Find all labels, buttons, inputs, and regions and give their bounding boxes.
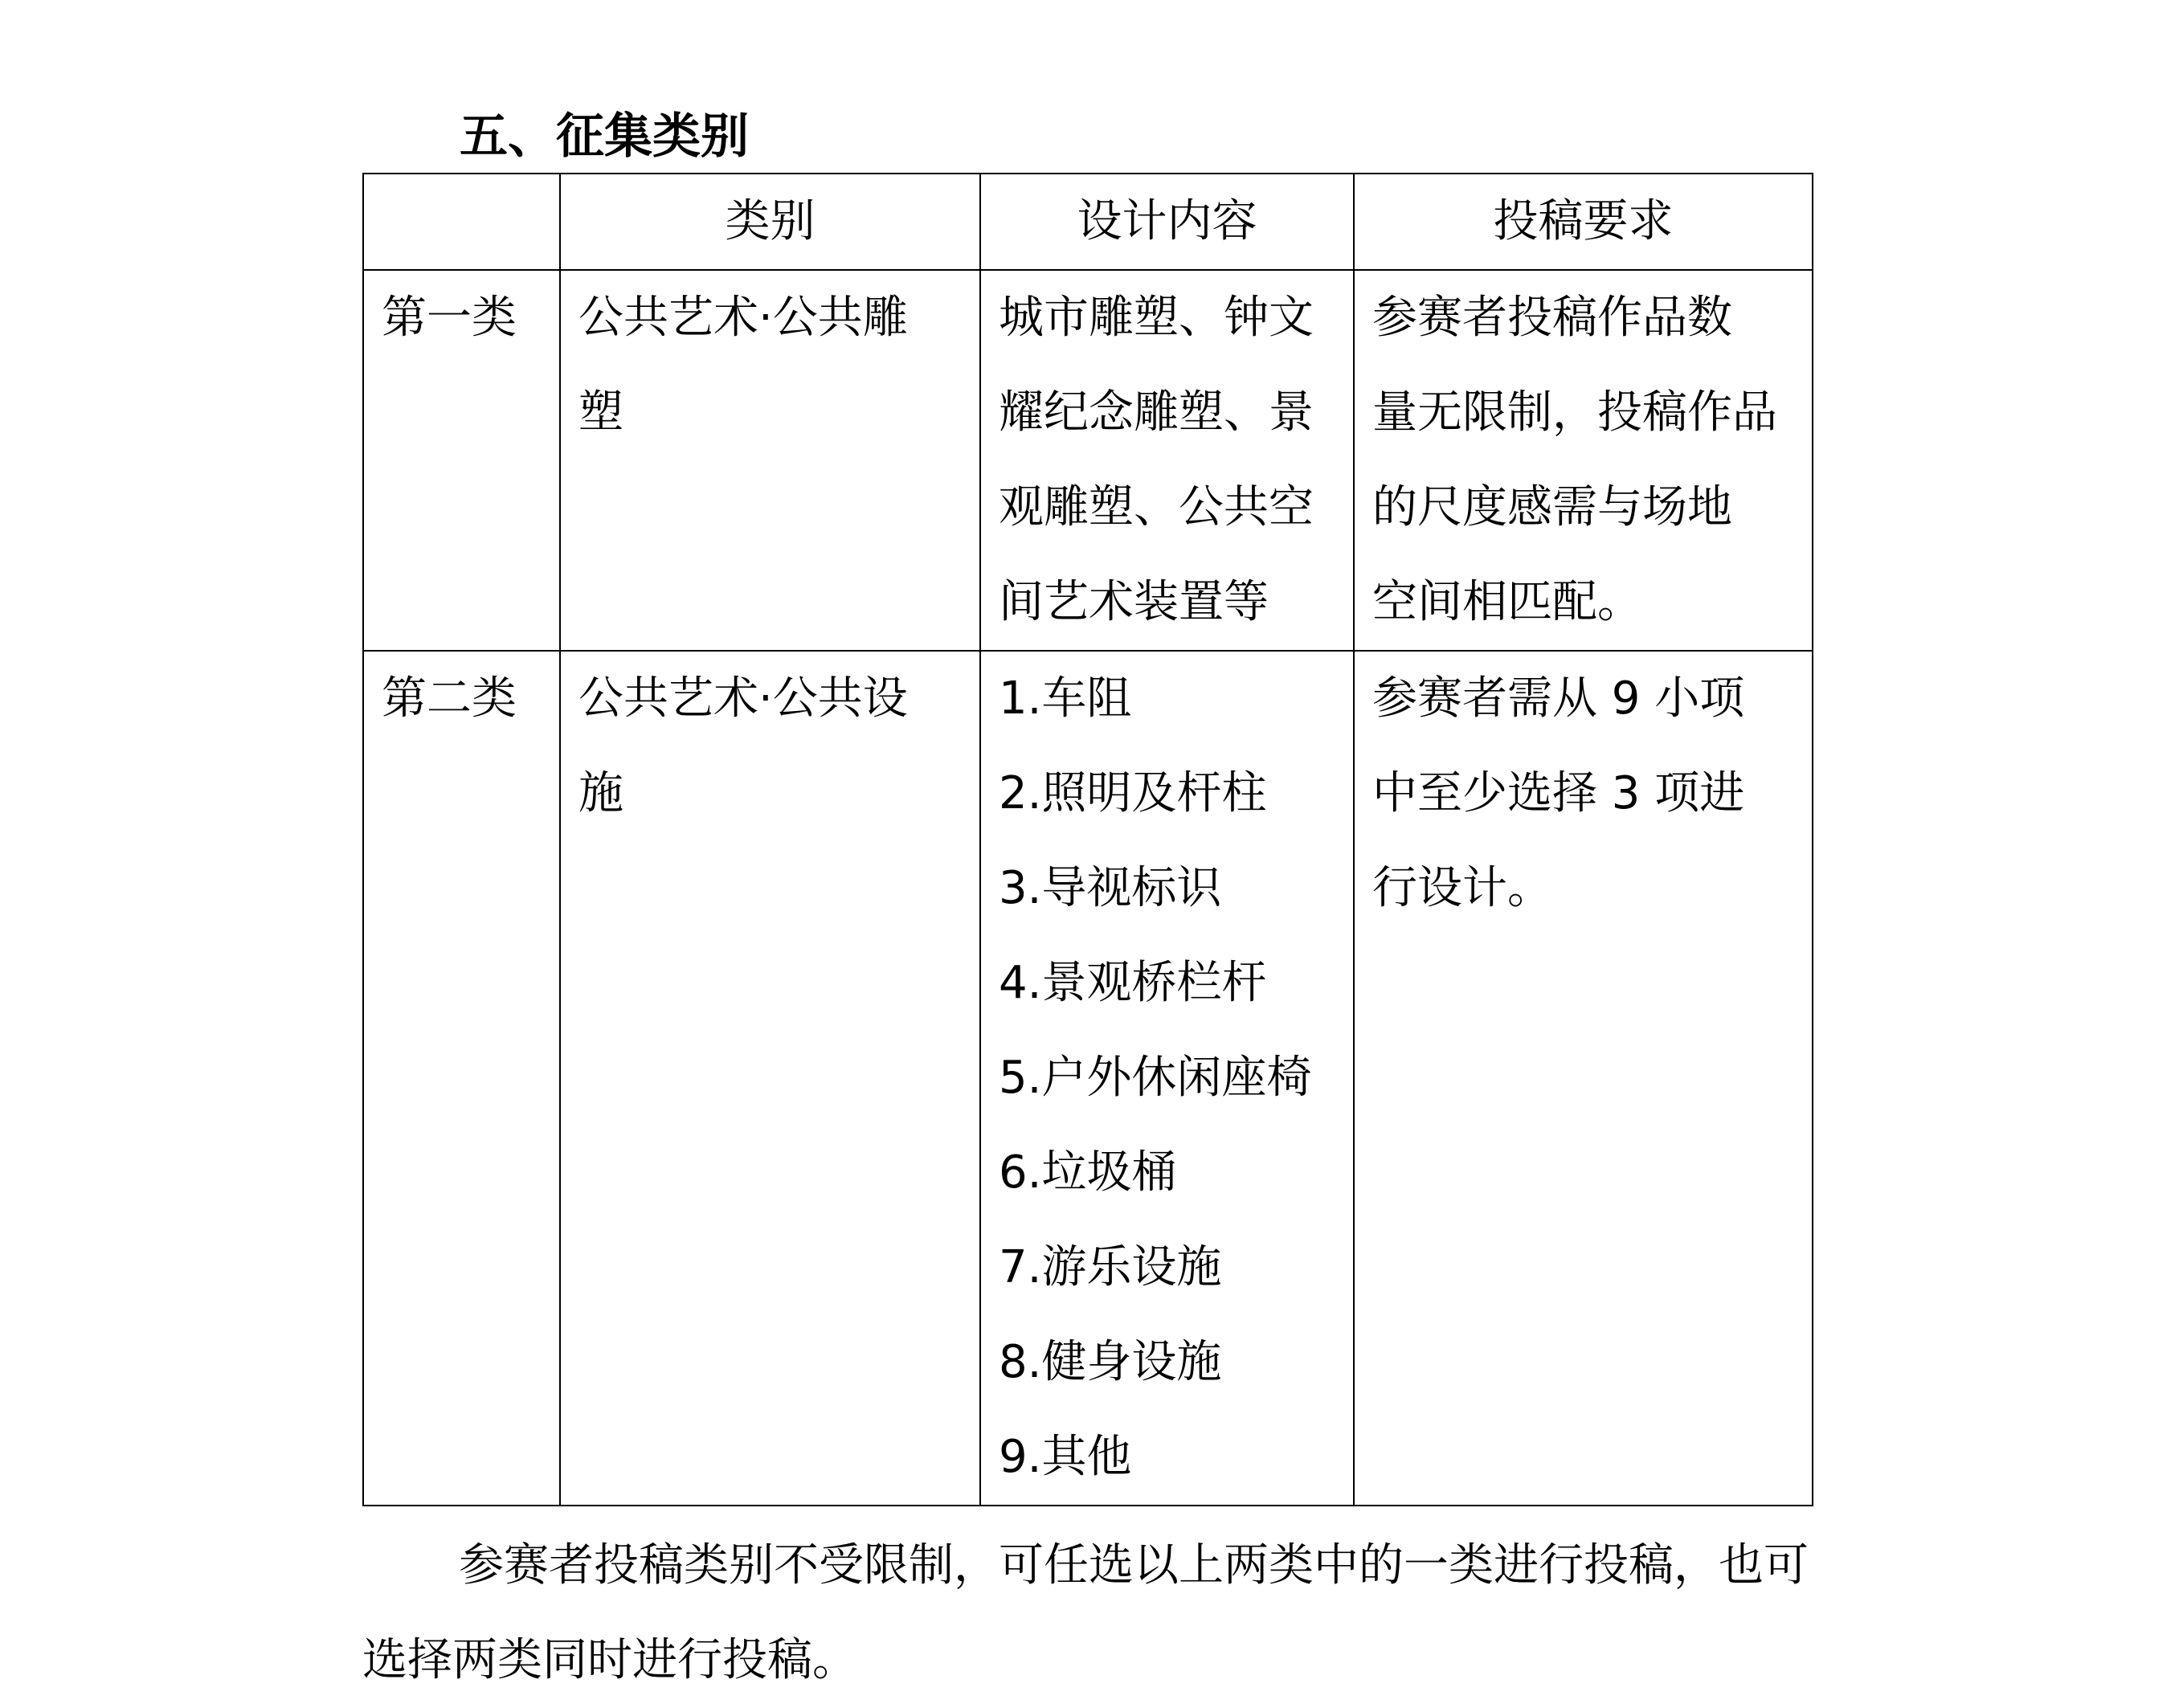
row-label: 第一类	[363, 270, 560, 651]
header-submission-requirement: 投稿要求	[1354, 174, 1813, 270]
table-row	[363, 651, 1813, 1506]
list-item: 2.照明及杆柱	[999, 767, 1267, 819]
submission-notice: 参赛者投稿类别不受限制，可任选以上两类中的一类进行投稿，也可选择两类同时进行投稿。	[362, 1539, 1809, 1686]
requirement-cell: 参赛者投稿作品数 量无限制，投稿作品 的尺度感需与场地 空间相匹配。	[1354, 270, 1813, 651]
header-category: 类别	[560, 174, 980, 270]
list-item: 5.户外休闲座椅	[999, 1052, 1312, 1104]
section-title: 五、征集类别	[460, 108, 749, 165]
content-cell: 城市雕塑、钟文 耀纪念雕塑、景 观雕塑、公共空 间艺术装置等	[980, 270, 1354, 651]
list-item: 4.景观桥栏杆	[999, 957, 1267, 1009]
table-row	[363, 270, 1813, 651]
list-item: 1.车阻	[999, 672, 1132, 725]
list-item: 9.其他	[999, 1431, 1132, 1483]
row-label: 第二类	[363, 651, 560, 1506]
category-cell: 公共艺术·公共雕 塑	[560, 270, 980, 651]
category-cell: 公共艺术·公共设 施	[560, 651, 980, 1506]
list-item: 3.导视标识	[999, 862, 1222, 914]
header-blank	[363, 174, 560, 270]
requirement-cell: 参赛者需从 9 小项 中至少选择 3 项进 行设计。	[1354, 651, 1813, 1506]
list-item: 7.游乐设施	[999, 1241, 1222, 1293]
header-design-content: 设计内容	[980, 174, 1354, 270]
list-item: 6.垃圾桶	[999, 1146, 1177, 1199]
list-item: 8.健身设施	[999, 1336, 1222, 1388]
content-cell	[980, 651, 1354, 1506]
category-table	[362, 173, 1813, 1506]
table-header-row	[363, 174, 1813, 270]
